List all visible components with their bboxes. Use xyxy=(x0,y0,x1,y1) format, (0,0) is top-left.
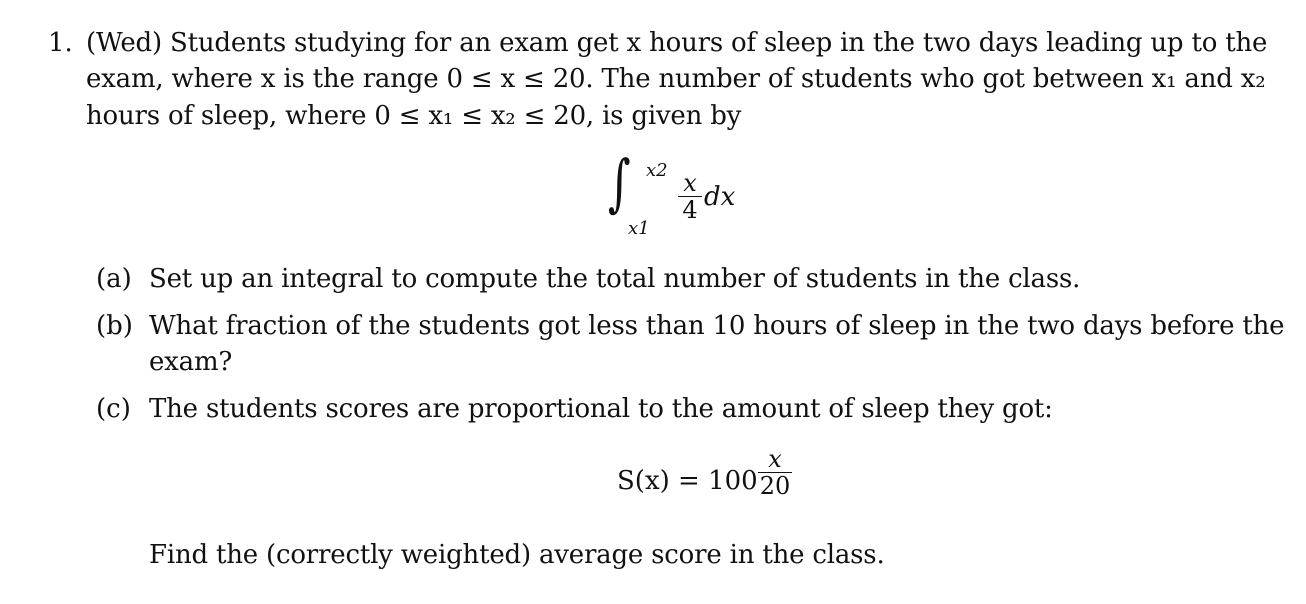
integral-expression xyxy=(608,146,738,248)
score-formula-fraction xyxy=(758,446,792,500)
part-b-line-1: What fraction of the students got less than 10 hours of sleep in the two days before the xyxy=(149,311,1285,341)
integral-differential: dx xyxy=(704,182,736,212)
part-a-text: Set up an integral to compute the total number of students in the class. xyxy=(149,264,1081,294)
integral-lower-limit: x1 xyxy=(628,218,650,239)
part-b-line-2: exam? xyxy=(149,347,233,377)
integral-sign: ∫ xyxy=(608,146,631,219)
part-a-label: (a) xyxy=(96,264,132,294)
integral-upper-limit: x2 xyxy=(646,160,668,181)
part-c-line-2: Find the (correctly weighted) average score in the class. xyxy=(149,540,885,570)
problem-line-3: hours of sleep, where 0 ≤ x₁ ≤ x₂ ≤ 20, is given by xyxy=(86,101,742,131)
problem-line-2: exam, where x is the range 0 ≤ x ≤ 20. The number of students who got between x₁ and x₂ xyxy=(86,64,1266,94)
integrand-denominator: 4 xyxy=(682,196,698,225)
integrand-numerator: x xyxy=(683,169,697,197)
part-c-label: (c) xyxy=(96,394,131,424)
part-c-line-1: The students scores are proportional to the amount of sleep they got: xyxy=(149,394,1053,424)
integrand-fraction xyxy=(678,170,702,224)
score-formula-numerator: x xyxy=(768,445,782,473)
score-formula-left: S(x) = 100 xyxy=(617,466,758,496)
score-formula-denominator: 20 xyxy=(759,472,791,501)
problem-number: 1. xyxy=(48,28,73,58)
part-b-label: (b) xyxy=(96,311,133,341)
problem-line-1: (Wed) Students studying for an exam get x hours of sleep in the two days leading up to the xyxy=(86,28,1268,58)
